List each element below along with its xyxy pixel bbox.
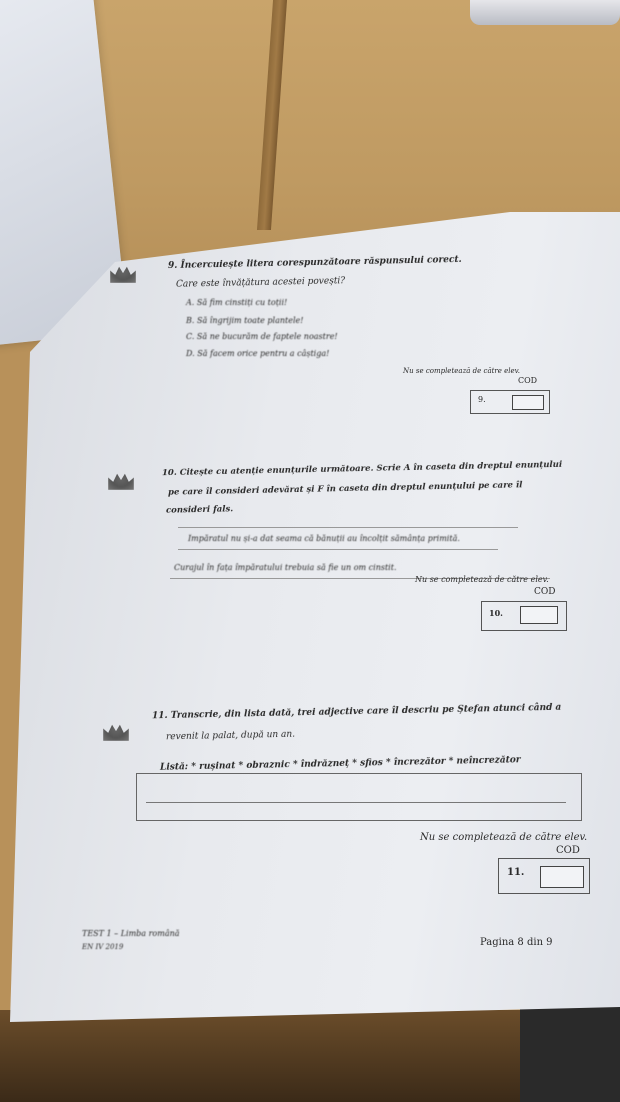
q10-rule-mid bbox=[178, 549, 498, 550]
q9-cod: COD bbox=[518, 376, 538, 385]
q9-option-a: A. Să fim cinstiți cu toții! bbox=[186, 298, 288, 307]
q10-box-label: 10. bbox=[489, 608, 503, 618]
q11-box-label: 11. bbox=[507, 867, 525, 878]
q11-word-list: Listă: * rușinat * obraznic * îndrăzneț * sfios * încrezător * neîncrezător bbox=[160, 755, 521, 773]
q9-score-field[interactable] bbox=[512, 395, 544, 410]
q9-option-b: B. Să îngrijim toate plantele! bbox=[186, 316, 304, 325]
q10-instruction-line1: 10. Citește cu atenție enunțurile următoare. Scrie A în caseta din dreptul enunțului bbox=[162, 459, 563, 479]
page-number: Pagina 8 din 9 bbox=[480, 937, 553, 948]
q11-answer-box[interactable] bbox=[136, 773, 582, 821]
q10-instruction-line2: pe care îl consideri adevărat și F în caseta din dreptul enunțului pe care îl bbox=[168, 480, 523, 498]
q10-instruction-line3: consideri fals. bbox=[166, 504, 234, 516]
q9-instruction: 9. Încercuiește litera corespunzătoare răspunsului corect. bbox=[168, 254, 462, 272]
q11-note: Nu se completează de către elev. bbox=[420, 832, 588, 843]
footer-test-title: TEST 1 – Limba română bbox=[82, 929, 180, 938]
q10-score-field[interactable] bbox=[520, 606, 558, 624]
q11-instruction-line2: revenit la palat, după un an. bbox=[166, 729, 296, 743]
q9-option-c: C. Să ne bucurăm de faptele noastre! bbox=[186, 332, 338, 341]
q10-rule-top bbox=[178, 527, 518, 528]
q11-answer-line bbox=[146, 802, 566, 803]
q10-statement-2: Curajul în fața împăratului trebuia să fie un om cinstit. bbox=[174, 563, 397, 572]
q10-cod: COD bbox=[534, 587, 556, 597]
q9-note: Nu se completează de către elev. bbox=[403, 367, 521, 375]
q10-statement-1: Împăratul nu și-a dat seama că bănuții au încolțit sămânța primită. bbox=[188, 534, 460, 543]
background-object bbox=[470, 0, 620, 25]
q9-option-d: D. Să facem orice pentru a câștiga! bbox=[186, 349, 330, 358]
q9-box-label: 9. bbox=[478, 395, 486, 404]
footer-exam-code: EN IV 2019 bbox=[82, 943, 124, 951]
chair bbox=[520, 1000, 620, 1102]
q11-instruction-line1: 11. Transcrie, din lista dată, trei adjective care îl descriu pe Ștefan atunci când a bbox=[152, 702, 562, 722]
q9-question: Care este învățătura acestei povești? bbox=[176, 276, 346, 290]
q11-cod: COD bbox=[556, 845, 580, 856]
q11-score-field[interactable] bbox=[540, 866, 584, 888]
q10-note: Nu se completează de către elev. bbox=[415, 575, 549, 584]
